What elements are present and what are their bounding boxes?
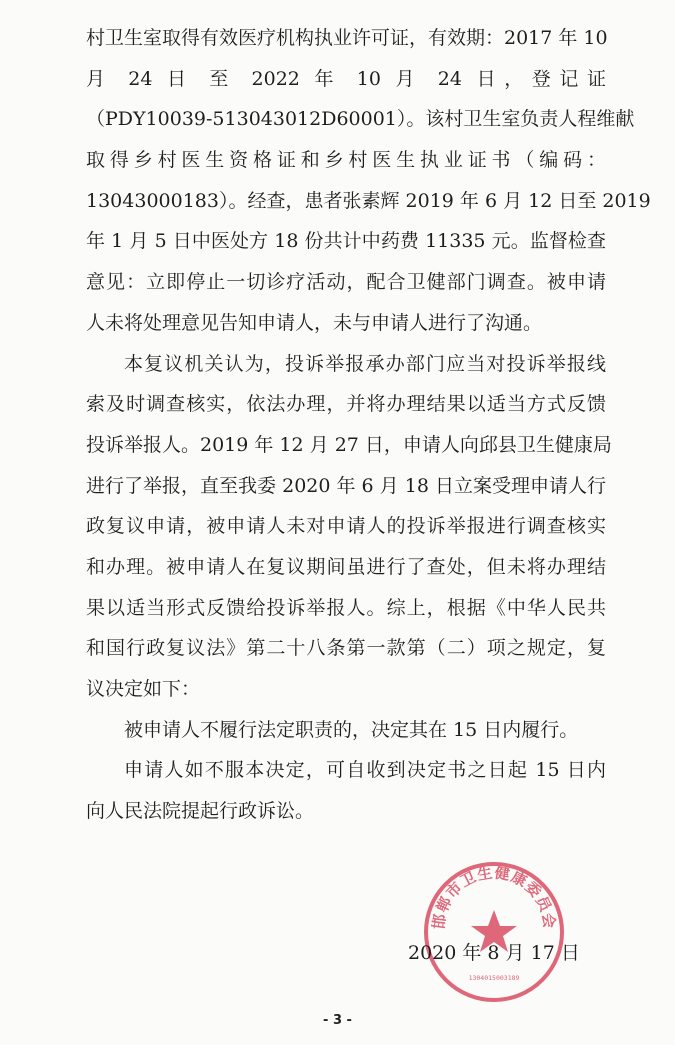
body-line-15: 果以适当形式反馈给投诉举报人。综上，根据《中华人民共: [86, 596, 606, 619]
body-line-19: 申请人如不服本决定，可自收到决定书之日起 15 日内: [124, 759, 606, 782]
body-line-14: 和办理。被申请人在复议期间虽进行了查处，但未将办理结: [86, 555, 606, 578]
body-line-7: 意见：立即停止一切诊疗活动，配合卫健部门调查。被申请: [86, 271, 606, 294]
body-line-11: 投诉举报人。2019 年 12 月 27 日，申请人向邱县卫生健康局: [86, 433, 612, 456]
body-line-9: 本复议机关认为，投诉举报承办部门应当对投诉举报线: [124, 352, 606, 375]
official-seal: [420, 858, 568, 1006]
body-line-4: 取得乡村医生资格证和乡村医生执业证书（编码：: [86, 149, 606, 172]
body-line-3: （PDY10039-513043012D60001）。该村卫生室负责人程维献: [86, 108, 635, 131]
body-line-1: 村卫生室取得有效医疗机构执业许可证，有效期：2017 年 10: [86, 27, 608, 49]
body-line-2: 月 24 日 至 2022 年 10 月 24 日，登记证: [86, 67, 606, 90]
body-line-12: 进行了举报，直至我委 2020 年 6 月 18 日立案受理申请人行: [86, 474, 606, 497]
body-line-18: 被申请人不履行法定职责的，决定其在 15 日内履行。: [124, 718, 579, 741]
document-date: 2020 年 8 月 17 日: [408, 942, 580, 964]
seal-name: 邯郸市卫生健康委员会: [429, 863, 559, 931]
body-line-5: 13043000183）。经查，患者张素辉 2019 年 6 月 12 日至 2019: [86, 189, 651, 212]
body-line-13: 政复议申请，被申请人未对申请人的投诉举报进行调查核实: [86, 515, 606, 538]
body-line-8: 人未将处理意见告知申请人，未与申请人进行了沟通。: [86, 311, 543, 334]
body-line-16: 和国行政复议法》第二十八条第一款第（二）项之规定，复: [86, 637, 606, 660]
seal-serial: 1304015003189: [468, 974, 520, 982]
body-line-20: 向人民法院提起行政诉讼。: [86, 800, 315, 823]
document-body: [86, 18, 651, 832]
body-line-10: 索及时调查核实，依法办理，并将办理结果以适当方式反馈: [86, 393, 606, 416]
body-line-6: 年 1 月 5 日中医处方 18 份共计中药费 11335 元。监督检查: [86, 230, 606, 253]
body-line-17: 议决定如下：: [86, 678, 201, 700]
page-number: - 3 -: [323, 1013, 352, 1028]
